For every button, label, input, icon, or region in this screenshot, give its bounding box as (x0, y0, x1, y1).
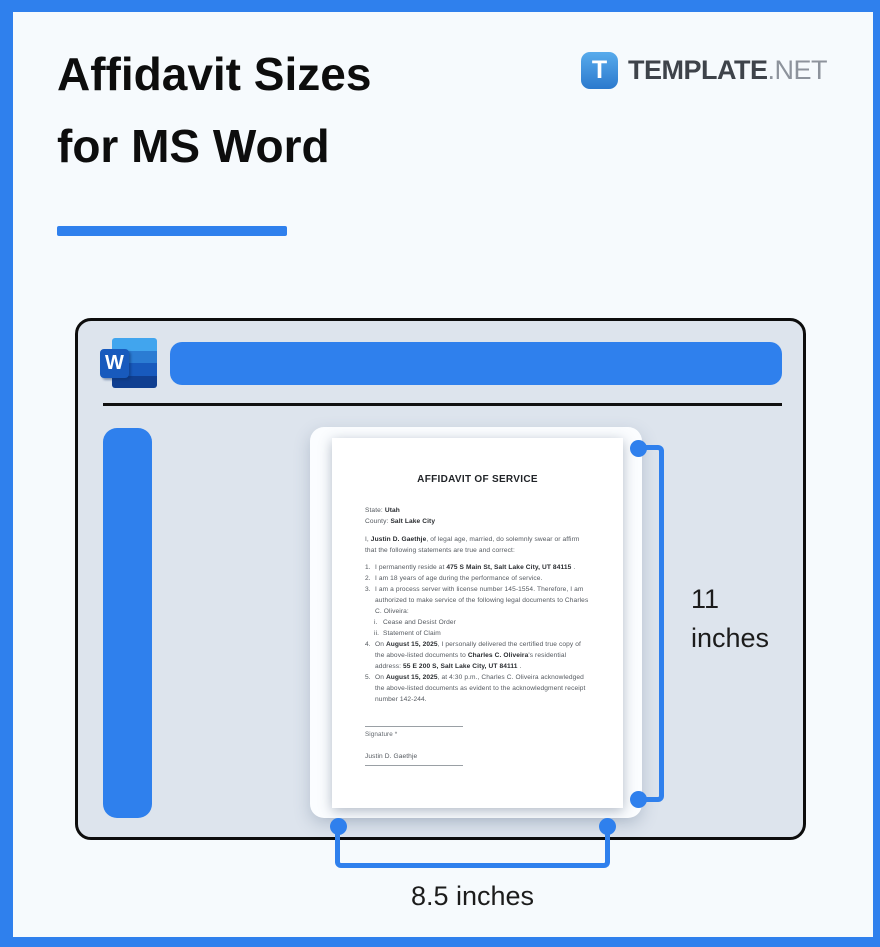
template-logo-text (628, 55, 827, 86)
height-dimension-label (691, 580, 769, 658)
page-title-line1: Affidavit Sizes (57, 48, 372, 100)
height-unit: inches (691, 623, 770, 653)
intro-prefix: I, (365, 536, 371, 543)
signature-label: Signature * (365, 731, 398, 738)
list-item-number: 5. (365, 674, 371, 681)
affidavit-list-item (365, 584, 590, 617)
county-label: County: (365, 518, 389, 525)
list-item-number: 3. (365, 586, 371, 593)
list-item-text: On August 15, 2025, I personally delivered the certified true copy of the above-listed documents to Charles C. Oliveira's residential address: 55 E 200 S, Salt Lake City, UT 84111 . (375, 641, 581, 670)
intro-suffix: , of legal age, married, do solemnly swear or affirm that the following statements are true and correct: (365, 536, 580, 554)
list-item-text: On August 15, 2025, at 4:30 p.m., Charles C. Oliveira acknowledged the above-listed documents as evident to the acknowledgment receipt number 142-244. (375, 674, 586, 703)
title-underline-bar (57, 226, 287, 236)
affidavit-list (365, 562, 590, 705)
affidavit-list-item (365, 562, 590, 573)
sub-item-marker: i. (374, 619, 378, 626)
county-line (365, 516, 590, 527)
window-divider-line (103, 403, 782, 406)
height-bracket-bottom-dot (630, 791, 647, 808)
logo-suffix: .NET (767, 55, 827, 85)
height-bracket-top-dot (630, 440, 647, 457)
document-card (310, 427, 642, 818)
affidavit-list-item (365, 639, 590, 672)
state-line (365, 505, 590, 516)
signature-top-line (365, 726, 463, 727)
list-item-text: I permanently reside at 475 S Main St, Salt Lake City, UT 84115 . (375, 564, 576, 571)
affidavit-intro (365, 534, 590, 556)
sub-item-text: Statement of Claim (383, 630, 441, 637)
list-item-number: 1. (365, 564, 371, 571)
window-titlebar-placeholder (170, 342, 782, 385)
word-window-mock (75, 318, 806, 840)
affidavit-sub-item (365, 617, 590, 628)
affidavit-sub-item (365, 628, 590, 639)
list-item-text: I am a process server with license number 145-1554. Therefore, I am authorized to make service of the following legal documents to Charles C. Oliveira: (375, 586, 589, 615)
list-item-text: I am 18 years of age during the performance of service. (375, 575, 543, 582)
signature-block (365, 726, 463, 766)
signature-name: Justin D. Gaethje (365, 753, 418, 760)
affidavit-list-item (365, 672, 590, 705)
ms-word-icon-letter: W (100, 349, 129, 378)
state-value: Utah (384, 507, 400, 514)
list-item-number: 2. (365, 575, 371, 582)
height-value: 11 (691, 584, 720, 614)
height-dimension-bracket (638, 445, 664, 802)
state-county-block (365, 505, 590, 527)
window-sidebar-placeholder (103, 428, 152, 818)
list-item-number: 4. (365, 641, 371, 648)
affiant-name: Justin D. Gaethje (370, 536, 427, 543)
sub-item-text: Cease and Desist Order (383, 619, 456, 626)
logo-brand: TEMPLATE (627, 55, 768, 85)
affidavit-list-item (365, 573, 590, 584)
ms-word-icon (100, 338, 157, 389)
signature-bottom-line (365, 765, 463, 766)
template-logo-icon: T (581, 52, 618, 89)
width-dimension-label: 8.5 inches (410, 881, 535, 911)
sub-item-marker: ii. (374, 630, 380, 637)
affidavit-page (332, 438, 623, 808)
page-title-line2: for MS Word (57, 120, 330, 172)
page-title (57, 38, 371, 182)
width-bracket-left-dot (330, 818, 347, 835)
state-label: State: (365, 507, 383, 514)
county-value: Salt Lake City (390, 518, 436, 525)
template-net-logo (581, 52, 827, 89)
width-dimension-bracket (335, 823, 610, 868)
width-bracket-right-dot (599, 818, 616, 835)
affidavit-title: AFFIDAVIT OF SERVICE (417, 474, 538, 485)
